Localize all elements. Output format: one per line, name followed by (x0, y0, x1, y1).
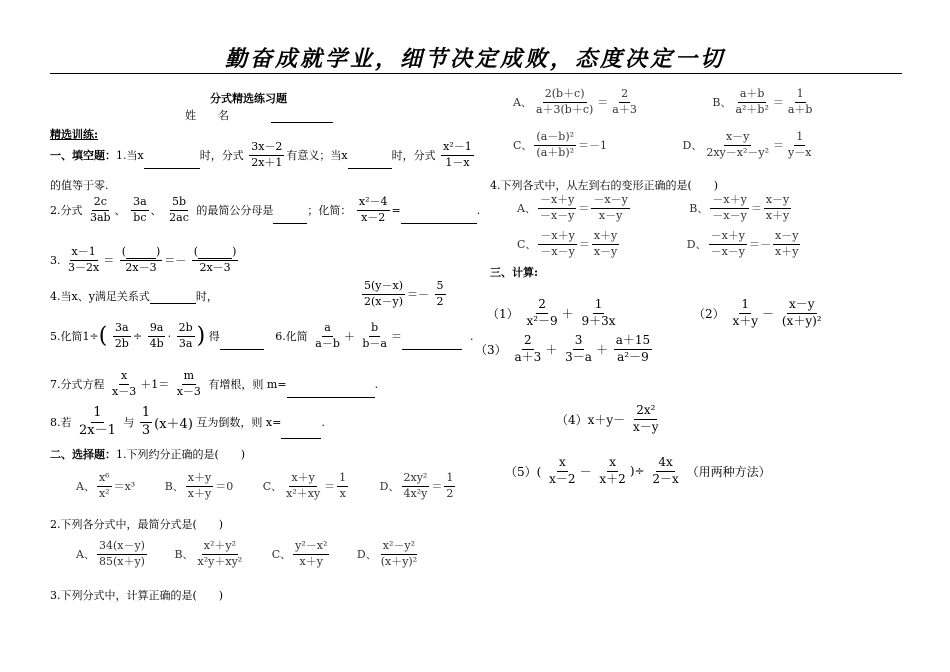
name-label: 姓 名 (185, 109, 229, 122)
choice-4-options-cd: C、 $\frac{-x+y}{-x-y}$ ＝ $\frac{x+y}{x-y}$ D、 $\frac{-x+y}{-x-y}$ ＝－ $\frac{x-y}{x+y}$ (517, 229, 799, 258)
fill-question-2: 2.分式 $\frac{2c}{3ab}$ 、 $\frac{3a}{bc}$ 、 $\frac{5b}{2ac}$ 的最简公分母是 ；化简： $\frac{\text{x²－4}}{x-2}$ = . (50, 195, 481, 224)
blank[interactable] (401, 211, 477, 224)
blank[interactable] (150, 291, 196, 304)
calc-problem-3: （3） $\frac{2}{a+3}$ ＋ $\frac{3}{3-a}$ ＋ $\frac{a+15}{\text{a²－9}}$ (475, 333, 651, 364)
choice-question-2: 2.下列各分式中，最简分式是( ) (50, 518, 224, 531)
blank[interactable] (144, 156, 200, 169)
fill-question-1-tail: 的值等于零. (50, 179, 109, 192)
fraction: $\frac{1}{3}$ (141, 405, 151, 438)
fraction: $\frac{3a}{2b}$ (114, 321, 129, 350)
fill-question-5: 5.化简1÷( $\frac{3a}{2b}$ ÷ $\frac{9a}{4b}$ · $\frac{2b}{3a}$ ) 得 6.化简 $\frac{a}{a-b}$ ＋ $\frac{b}{b-a}$ ＝ . (50, 321, 474, 350)
fraction: $\frac{9a}{4b}$ (149, 321, 164, 350)
fill-question-4-expr: $\frac{5(y-x)}{2(x-y)}$ ＝－ $\frac{5}{2}$ (364, 279, 444, 308)
choice-question-4: 4.下列各式中，从左到右的变形正确的是( ) (490, 179, 719, 192)
fraction: $\frac{3x-2}{2x+1}$ (251, 140, 283, 169)
fraction: $\frac{a}{a-b}$ (315, 321, 340, 350)
fraction: $\frac{b}{b-a}$ (362, 321, 387, 350)
fill-question-8: 8.若 $\frac{1}{2x-1}$ 与 $\frac{1}{3}$ (x＋4) 互为倒数，则 x= . (50, 405, 325, 438)
calc-problem-1: （1） $\frac{2}{\text{x²－9}}$ ＋ $\frac{1}{9+3x}$ (487, 297, 616, 328)
fraction: $\frac{1}{2x-1}$ (79, 405, 116, 438)
calc-heading: 三、计算: (490, 266, 539, 279)
fraction: $\frac{5}{2}$ (436, 279, 444, 308)
choice-4-options-ab: A、 $\frac{-x+y}{-x-y}$ ＝ $\frac{-x-y}{x-y}$ B、 $\frac{-x+y}{-x-y}$ ＝ $\frac{x-y}{x+y}$ (517, 193, 790, 222)
header-rule (50, 73, 902, 74)
choice-1-options: A、 $\frac{\text{x⁶}}{\text{x²}}$ ＝x³ B、 $\frac{x+y}{x+y}$ ＝0 C、 $\frac{x+y}{\text{x²＋xy}}$ ＝ $\frac{1}{x}$ D、 $\frac{\text{2xy²}}{\text{4x²y}}$ ＝ $\frac{1}{2}$ (76, 471, 454, 500)
fraction: $\frac{2b}{3a}$ (178, 321, 193, 350)
fraction: $\frac{3a}{bc}$ (133, 195, 147, 224)
choice-heading: 二、选择题： (50, 448, 116, 461)
calc-problem-4: （4）x＋y－ $\frac{\text{2x²}}{x-y}$ (556, 403, 659, 434)
worksheet-title: 分式精选练习题 (210, 92, 287, 105)
section-train: 精选训练: (50, 128, 99, 141)
blank[interactable] (220, 337, 264, 350)
fraction: $\frac{x}{x-3}$ (112, 369, 137, 398)
choice-3-options-ab: A、 $\frac{2(b+c)}{a+3(b+c)}$ ＝ $\frac{2}{a+3}$ B、 $\frac{a+b}{\text{a²＋b²}}$ ＝ $\frac{1}{a+b}$ (513, 87, 813, 116)
fraction: $\frac{x-1}{3-2x}$ (68, 245, 100, 274)
fill-question-7: 7.分式方程 $\frac{x}{x-3}$ ＋1＝ $\frac{m}{x-3}$ 有增根，则 m= . (50, 369, 379, 398)
blank[interactable] (273, 211, 307, 224)
blank[interactable] (281, 426, 321, 439)
fill-heading: 一、填空题： (50, 149, 116, 163)
calc-problem-2: （2） $\frac{1}{x+y}$ － $\frac{x-y}{\text{(x＋y)²}}$ (693, 297, 822, 328)
choice-2-options: A、 $\frac{34(x-y)}{85(x+y)}$ B、 $\frac{\text{x²＋y²}}{\text{x²y＋xy²}}$ C、 $\frac{\text{y²－x²}}{x+y}$ D、 $\frac{\text{x²－y²}}{\text{(x＋y)²}}$ (76, 539, 418, 568)
fraction: $\frac{5(y-x)}{2(x-y)}$ (364, 279, 403, 308)
choice-question-3: 3.下列分式中，计算正确的是( ) (50, 589, 224, 602)
choice-3-options-cd: C、 $\frac{\text{(a－b)²}}{\text{(a＋b)²}}$ ＝－1 D、 $\frac{x-y}{\text{2xy－x²－y²}}$ ＝ $\frac{1}{y-x}$ (513, 130, 812, 159)
fraction: $\frac{\text{x²－4}}{x-2}$ (358, 195, 388, 224)
fraction: $\frac{m}{x-3}$ (176, 369, 201, 398)
blank[interactable] (402, 337, 462, 350)
fraction: $\frac{2c}{3ab}$ (90, 195, 111, 224)
fraction: $\frac{5b}{2ac}$ (169, 195, 189, 224)
fill-question-1: 一、填空题：1.当x 时，分式 $\frac{3x-2}{2x+1}$ 有意义；当x 时，分式 $\frac{\text{x²－1}}{1-x}$ (50, 140, 472, 169)
header-motto: 勤奋成就学业，细节决定成败，态度决定一切 (224, 46, 725, 72)
fraction: $\frac{\text{x²－1}}{1-x}$ (443, 140, 472, 169)
name-field (185, 107, 333, 123)
fraction: $\frac{( )}{2x-3}$ (193, 245, 237, 274)
blank[interactable] (287, 385, 375, 398)
fraction: $\frac{( )}{2x-3}$ (121, 245, 161, 274)
calc-problem-5: （5）( $\frac{x}{x-2}$ － $\frac{x}{x+2}$ )÷ $\frac{4x}{2-x}$ （用两种方法） (505, 455, 771, 486)
name-blank[interactable] (271, 110, 333, 123)
blank[interactable] (348, 156, 392, 169)
choice-question-1: 二、选择题：1.下列约分正确的是( ) (50, 448, 246, 461)
fill-question-4: 4.当x、y满足关系式 时， (50, 290, 218, 303)
fill-question-3: 3. $\frac{x-1}{3-2x}$ ＝ $\frac{( )}{2x-3}$ ＝－ $\frac{( )}{2x-3}$ (50, 245, 237, 274)
